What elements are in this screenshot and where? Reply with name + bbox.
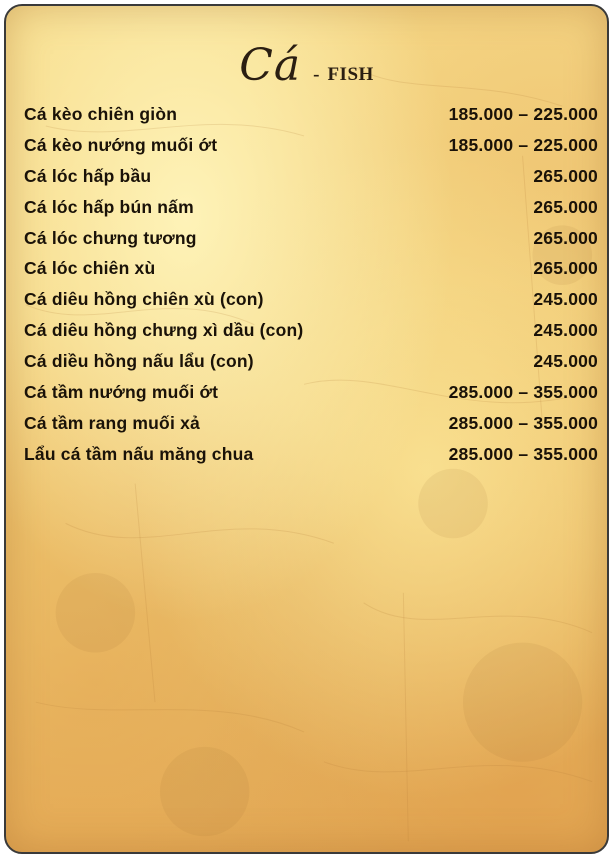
- menu-item: [24, 135, 598, 166]
- item-name: Cá diêu hồng chưng xì dầu (con): [24, 320, 304, 341]
- title-vietnamese: Cá: [239, 40, 302, 91]
- menu-item: [24, 382, 598, 413]
- menu-item: [24, 104, 598, 135]
- menu-item: [24, 444, 598, 475]
- item-name: Cá kèo chiên giòn: [24, 104, 178, 124]
- item-name: Cá tầm rang muối xả: [24, 412, 200, 433]
- item-price: 265.000: [533, 258, 598, 279]
- item-price: 285.000 – 355.000: [448, 382, 598, 403]
- menu-item: [24, 166, 598, 197]
- item-price: 285.000 – 355.000: [448, 412, 598, 433]
- menu-item: [24, 228, 598, 259]
- menu-item: [24, 289, 598, 320]
- item-name: Cá lóc chiên xù: [24, 258, 156, 279]
- item-price: 265.000: [533, 227, 598, 248]
- item-price: 285.000 – 355.000: [448, 443, 598, 464]
- menu-item: [24, 197, 598, 228]
- item-price: 265.000: [533, 196, 598, 217]
- item-name: Cá lóc hấp bún nấm: [24, 196, 194, 217]
- item-name: Cá lóc hấp bầu: [24, 165, 152, 186]
- title-english: FISH: [327, 64, 374, 85]
- item-price: 185.000 – 225.000: [448, 134, 598, 155]
- menu-item: [24, 258, 598, 289]
- item-name: Cá kèo nướng muối ớt: [24, 134, 218, 155]
- item-price: 245.000: [533, 351, 598, 372]
- menu-item: [24, 351, 598, 382]
- item-price: 185.000 – 225.000: [448, 104, 598, 124]
- menu-list: [24, 104, 598, 475]
- menu-card: [4, 4, 609, 854]
- item-name: Lẩu cá tầm nấu măng chua: [24, 443, 254, 464]
- item-price: 245.000: [533, 320, 598, 341]
- item-name: Cá tầm nướng muối ớt: [24, 382, 219, 403]
- item-name: Cá diều hồng nấu lẩu (con): [24, 351, 254, 372]
- menu-item: [24, 320, 598, 351]
- item-name: Cá diêu hồng chiên xù (con): [24, 289, 264, 310]
- item-name: Cá lóc chưng tương: [24, 227, 197, 248]
- item-price: 265.000: [533, 165, 598, 186]
- menu-item: [24, 413, 598, 444]
- item-price: 245.000: [533, 289, 598, 310]
- title-separator: -: [313, 64, 320, 85]
- menu-title: [6, 40, 607, 91]
